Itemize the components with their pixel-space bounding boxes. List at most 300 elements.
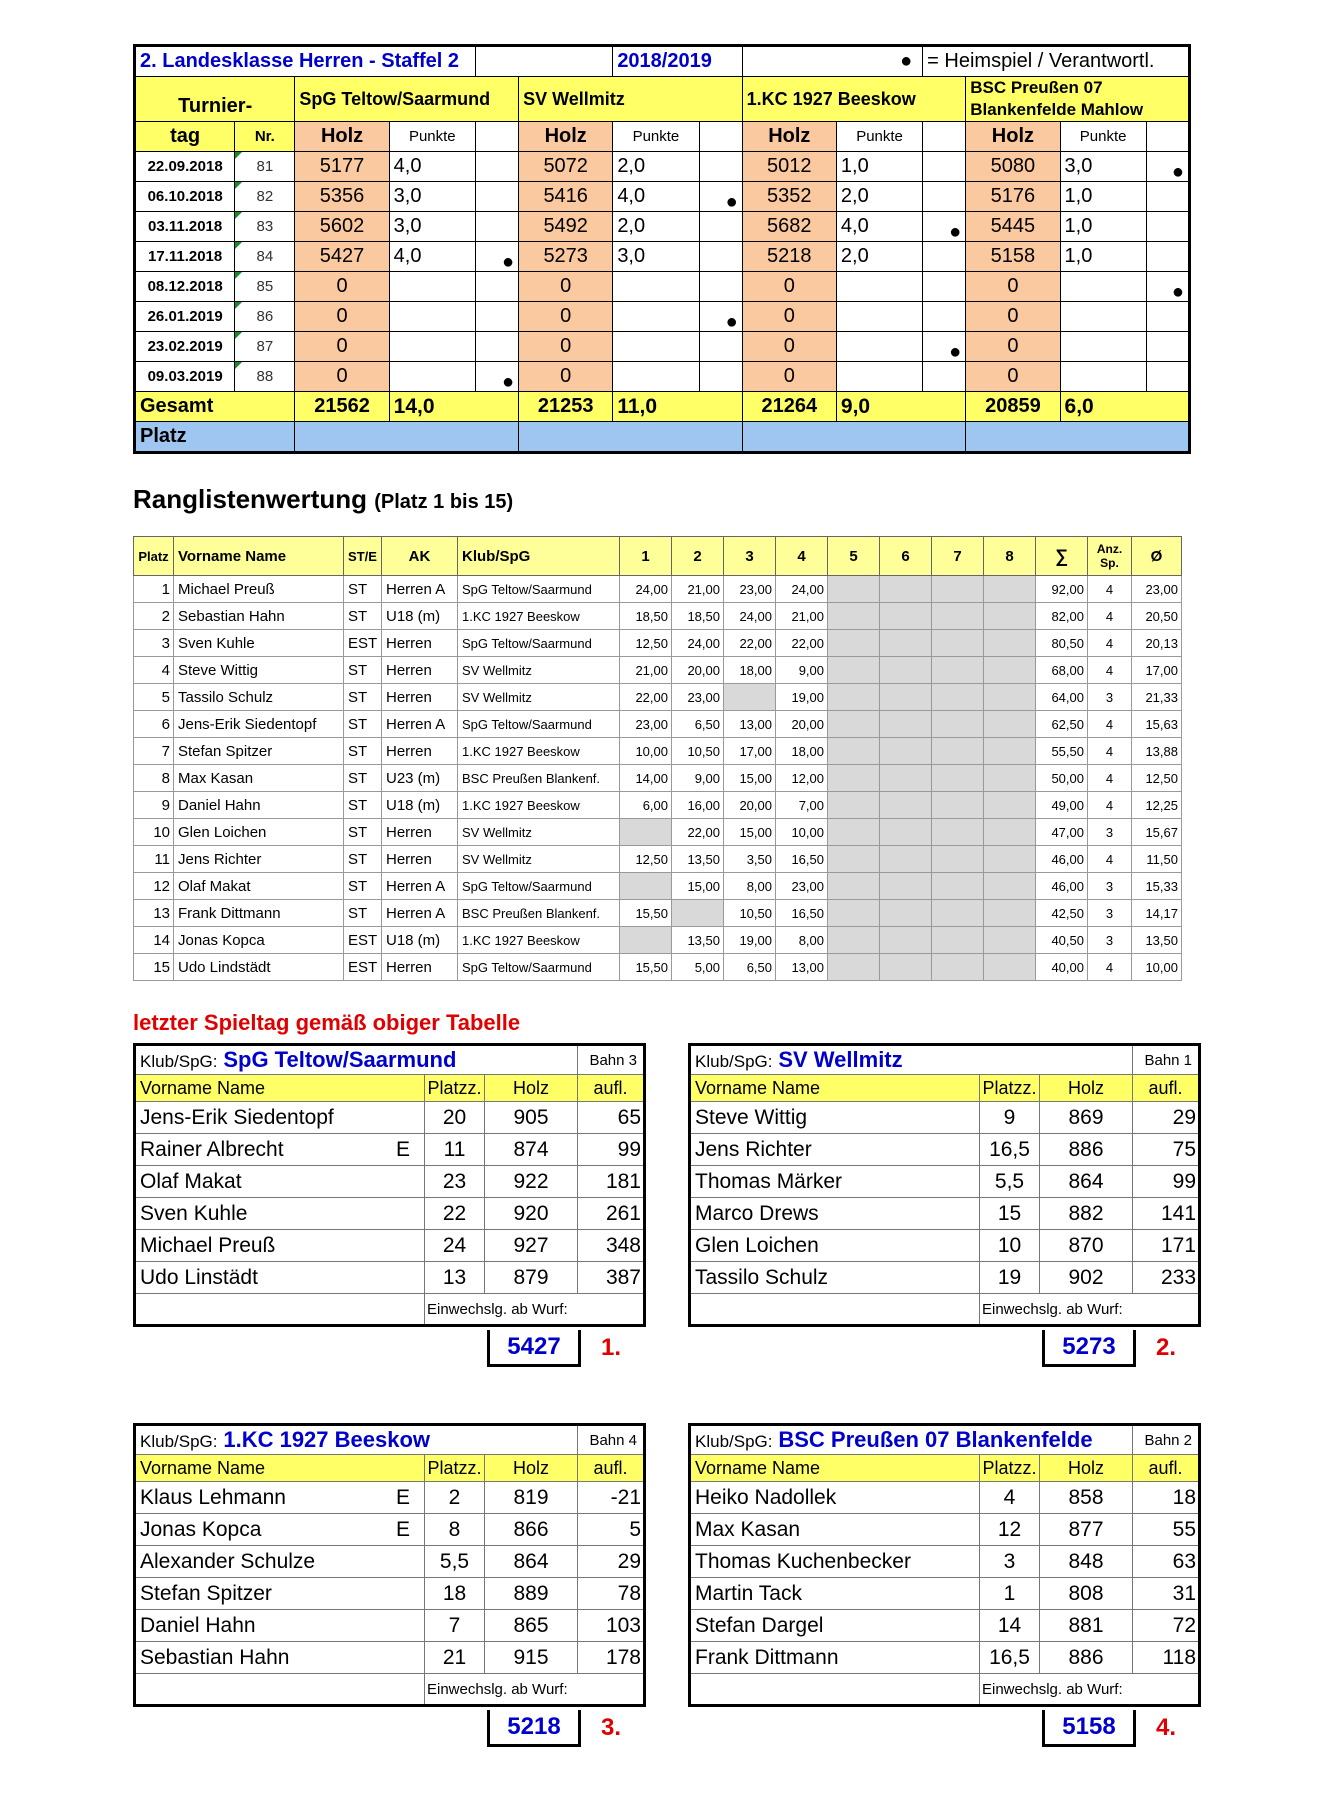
player-name-cell [690,1262,980,1294]
rank-game-empty [984,927,1036,954]
home-marker [475,152,518,182]
rank-ste: EST [344,927,382,954]
team-placement: 4. [1156,1714,1177,1741]
matchday-row [135,242,1190,272]
rank-game-value [724,684,776,711]
home-dot-icon: ● [501,371,515,393]
rank-ak: U18 (m) [382,603,458,630]
punkte-value: 3,0 [389,182,475,212]
punkte-value: 3,0 [389,212,475,242]
holz-value: 0 [295,362,389,392]
rank-avg: 10,00 [1132,954,1182,981]
rank-game-empty [932,954,984,981]
placement-value [295,422,519,453]
team-box-columns [135,1455,645,1482]
holz-value: 0 [519,302,613,332]
col-klub: Klub/SpG [458,537,620,576]
player-name-cell [135,1198,425,1230]
rank-game-empty [828,873,880,900]
col-game: 3 [724,537,776,576]
matchday-nr [235,212,295,242]
player-platz: 4 [980,1482,1040,1514]
player-aufl: 178 [578,1642,645,1674]
rank-game-empty [984,765,1036,792]
rank-klub: 1.KC 1927 Beeskow [458,927,620,954]
player-platz: 21 [425,1642,485,1674]
rank-anz: 4 [1088,738,1132,765]
rank-game-value: 13,50 [672,927,724,954]
punkte-header: Punkte [389,122,475,152]
total-holz: 21562 [295,392,389,422]
rank-game-value: 18,00 [776,738,828,765]
rank-sum: 42,50 [1036,900,1088,927]
rank-game-value: 19,00 [724,927,776,954]
player-name: Jens Richter [695,1137,812,1161]
col-player-aufl: aufl. [578,1455,645,1482]
rank-klub: SV Wellmitz [458,684,620,711]
rank-anz: 3 [1088,819,1132,846]
home-marker [475,272,518,302]
punkte-value: 1,0 [1060,182,1146,212]
rank-klub: SpG Teltow/Saarmund [458,576,620,603]
player-row [690,1166,1200,1198]
team-box-title [135,1045,578,1075]
home-legend: = Heimspiel / Verantwortl. [923,46,1190,77]
rank-name: Udo Lindstädt [174,954,344,981]
player-name-cell [690,1642,980,1674]
rank-game-value: 23,00 [724,576,776,603]
rank-game-value: 9,00 [776,657,828,684]
season-label: 2018/2019 [613,46,742,77]
player-aufl: 31 [1133,1578,1200,1610]
rank-game-empty [880,684,932,711]
player-name-cell [135,1230,425,1262]
einwechsel-label: Einwechslg. ab Wurf: [980,1294,1200,1326]
player-holz: 886 [1040,1134,1133,1166]
rank-name: Jens Richter [174,846,344,873]
rank-game-empty [828,657,880,684]
rank-game-value: 22,00 [672,819,724,846]
rank-platz: 9 [134,792,174,819]
matchday-nr-value: 87 [256,338,274,355]
rank-klub: 1.KC 1927 Beeskow [458,738,620,765]
punkte-value [836,332,922,362]
rank-game-empty [880,927,932,954]
ranking-row [134,576,1182,603]
rank-sum: 49,00 [1036,792,1088,819]
col-avg: Ø [1132,537,1182,576]
rank-ak: U18 (m) [382,927,458,954]
player-name: Rainer Albrecht [140,1137,284,1161]
rank-game-value: 23,00 [672,684,724,711]
home-marker [923,152,966,182]
player-name-cell [690,1482,980,1514]
rank-ste: ST [344,603,382,630]
rank-game-value: 20,00 [672,657,724,684]
last-matchday-heading: letzter Spieltag gemäß obiger Tabelle [133,1010,521,1035]
rank-game-value: 6,50 [672,711,724,738]
matchday-row [135,152,1190,182]
col-anz-1: Anz. [1096,542,1123,556]
punkte-value: 4,0 [389,152,475,182]
player-name-cell [135,1610,425,1642]
rank-avg: 12,25 [1132,792,1182,819]
team-box-columns [690,1075,1200,1102]
player-row [135,1642,645,1674]
rank-ak: Herren [382,657,458,684]
rank-game-empty [880,954,932,981]
total-punkte: 11,0 [613,392,742,422]
rank-game-value: 10,00 [776,819,828,846]
col-player-holz: Holz [485,1455,578,1482]
rank-game-value: 24,00 [776,576,828,603]
rank-sum: 82,00 [1036,603,1088,630]
player-name: Daniel Hahn [140,1613,256,1637]
player-aufl: 387 [578,1262,645,1294]
player-platz: 15 [980,1198,1040,1230]
rank-game-value: 10,50 [672,738,724,765]
rank-avg: 11,50 [1132,846,1182,873]
team-box-name: SpG Teltow/Saarmund [223,1047,457,1072]
rank-game-empty [932,603,984,630]
player-substitute-mark: E [395,1517,410,1541]
player-platz: 16,5 [980,1134,1040,1166]
player-holz: 864 [485,1546,578,1578]
team-lineup-box [133,1423,646,1707]
rank-platz: 3 [134,630,174,657]
team-header-1: SpG Teltow/Saarmund [295,77,519,122]
rank-game-value: 24,00 [672,630,724,657]
player-platz: 16,5 [980,1642,1040,1674]
home-marker [923,272,966,302]
holz-value: 0 [519,272,613,302]
placement-value [966,422,1190,453]
rank-game-empty [932,900,984,927]
punkte-value: 2,0 [613,152,699,182]
team-box-title [690,1045,1133,1075]
holz-value: 0 [966,272,1060,302]
cell-comment-marker-icon [235,212,242,219]
home-marker-header [1146,122,1189,152]
rank-name: Sven Kuhle [174,630,344,657]
rank-game-value: 23,00 [620,711,672,738]
player-holz: 882 [1040,1198,1133,1230]
rank-ak: Herren A [382,711,458,738]
player-holz: 848 [1040,1546,1133,1578]
punkte-value [613,362,699,392]
matchday-date: 26.01.2019 [135,302,235,332]
footer-empty [690,1294,980,1326]
player-platz: 5,5 [425,1546,485,1578]
rank-game-empty [828,954,880,981]
rank-game-empty [932,576,984,603]
player-row [135,1262,645,1294]
team-box-header [135,1425,645,1455]
player-name-cell [135,1262,425,1294]
home-dot-icon: ● [725,191,738,213]
player-platz: 20 [425,1102,485,1134]
rank-ste: ST [344,684,382,711]
punkte-value [836,362,922,392]
rank-game-empty [932,630,984,657]
rank-sum: 68,00 [1036,657,1088,684]
rank-game-value: 12,50 [620,846,672,873]
player-name: Udo Linstädt [140,1265,258,1289]
rank-game-empty [984,630,1036,657]
player-aufl: 5 [578,1514,645,1546]
rank-anz: 4 [1088,954,1132,981]
player-platz: 8 [425,1514,485,1546]
player-holz: 905 [485,1102,578,1134]
rank-game-empty [828,738,880,765]
home-marker [699,182,742,212]
matchday-row [135,302,1190,332]
col-player-holz: Holz [1040,1075,1133,1102]
player-platz: 24 [425,1230,485,1262]
player-aufl: -21 [578,1482,645,1514]
ranking-row [134,765,1182,792]
holz-header: Holz [742,122,836,152]
rank-game-value: 22,00 [620,684,672,711]
player-name: Max Kasan [695,1517,801,1541]
footer-empty [135,1294,425,1326]
player-row [135,1166,645,1198]
rank-game-value: 23,00 [776,873,828,900]
home-marker [699,212,742,242]
home-dot-icon: ● [949,341,962,363]
home-marker [923,182,966,212]
player-row [690,1134,1200,1166]
holz-value: 5177 [295,152,389,182]
total-punkte: 9,0 [836,392,965,422]
rank-ste: ST [344,873,382,900]
holz-value: 0 [742,332,836,362]
rank-klub: SpG Teltow/Saarmund [458,711,620,738]
klub-label: Klub/SpG: [695,1052,773,1071]
rank-game-empty [880,603,932,630]
holz-value: 5176 [966,182,1060,212]
punkte-value [1060,362,1146,392]
tag-header: tag [135,122,235,152]
rank-anz: 4 [1088,792,1132,819]
team-box-header [690,1045,1200,1075]
matchday-date: 22.09.2018 [135,152,235,182]
player-platz: 9 [980,1102,1040,1134]
punkte-value: 2,0 [836,242,922,272]
punkte-value: 1,0 [1060,242,1146,272]
rank-game-value: 21,00 [776,603,828,630]
rank-name: Michael Preuß [174,576,344,603]
punkte-value [836,302,922,332]
player-platz: 10 [980,1230,1040,1262]
ranking-row [134,792,1182,819]
holz-value: 0 [742,272,836,302]
ranking-row [134,900,1182,927]
bahn-label: Bahn 2 [1133,1425,1200,1455]
holz-value: 5072 [519,152,613,182]
ranking-subtitle: (Platz 1 bis 15) [374,491,514,513]
player-name-cell [135,1134,425,1166]
rank-game-value: 17,00 [724,738,776,765]
player-platz: 5,5 [980,1166,1040,1198]
player-name-cell [135,1514,425,1546]
player-row [690,1642,1200,1674]
player-holz: 869 [1040,1102,1133,1134]
col-player-name: Vorname Name [135,1455,425,1482]
matchday-nr [235,362,295,392]
klub-label: Klub/SpG: [140,1432,218,1451]
home-marker [699,332,742,362]
rank-name: Sebastian Hahn [174,603,344,630]
rank-game-value: 3,50 [724,846,776,873]
rank-game-empty [932,819,984,846]
rank-ak: Herren A [382,873,458,900]
rank-game-empty [984,603,1036,630]
team-box-columns [690,1455,1200,1482]
punkte-value [389,362,475,392]
rank-avg: 20,13 [1132,630,1182,657]
rank-game-empty [932,657,984,684]
cell-comment-marker-icon [235,242,242,249]
rank-platz: 15 [134,954,174,981]
total-label: Gesamt [135,392,295,422]
ranking-row [134,846,1182,873]
rank-game-empty [984,711,1036,738]
player-name-cell [135,1102,425,1134]
rank-game-empty [984,684,1036,711]
col-player-holz: Holz [1040,1455,1133,1482]
klub-label: Klub/SpG: [695,1432,773,1451]
home-dot-icon: ● [949,221,962,243]
player-holz: 879 [485,1262,578,1294]
rank-ak: U23 (m) [382,765,458,792]
rank-sum: 40,00 [1036,954,1088,981]
home-dot-icon: ● [1171,281,1184,303]
rank-game-value: 15,50 [620,900,672,927]
rank-game-empty [984,657,1036,684]
rank-ak: Herren A [382,576,458,603]
col-ste: ST/E [344,537,382,576]
player-platz: 18 [425,1578,485,1610]
player-aufl: 118 [1133,1642,1200,1674]
ranking-row [134,657,1182,684]
rank-game-empty [932,765,984,792]
team-box-footer [135,1294,645,1326]
player-holz: 927 [485,1230,578,1262]
ranking-row [134,711,1182,738]
punkte-value: 1,0 [836,152,922,182]
holz-header: Holz [519,122,613,152]
holz-header: Holz [966,122,1060,152]
player-row [690,1546,1200,1578]
total-holz: 21253 [519,392,613,422]
rank-avg: 14,17 [1132,900,1182,927]
rank-game-empty [880,711,932,738]
rank-game-empty [828,927,880,954]
home-marker [923,302,966,332]
home-marker-header [923,122,966,152]
placement-label: Platz [135,422,295,453]
rank-game-value: 15,50 [620,954,672,981]
player-row [135,1578,645,1610]
col-player-platz: Platzz. [980,1075,1040,1102]
rank-game-empty [880,819,932,846]
holz-value: 5158 [966,242,1060,272]
punkte-value [836,272,922,302]
rank-game-empty [880,657,932,684]
team-box-footer [690,1674,1200,1706]
rank-platz: 12 [134,873,174,900]
rank-platz: 6 [134,711,174,738]
home-marker [475,182,518,212]
player-row [135,1610,645,1642]
rank-game-value: 6,00 [620,792,672,819]
col-player-aufl: aufl. [1133,1075,1200,1102]
player-name: Thomas Märker [695,1169,843,1193]
player-name-cell [135,1578,425,1610]
rank-game-empty [984,738,1036,765]
home-marker [1146,302,1189,332]
rank-game-value: 18,50 [672,603,724,630]
team-header-2: SV Wellmitz [519,77,743,122]
rank-klub: SV Wellmitz [458,657,620,684]
rank-game-value: 24,00 [620,576,672,603]
player-aufl: 348 [578,1230,645,1262]
rank-game-value: 22,00 [724,630,776,657]
matchday-nr-value: 83 [256,218,274,235]
rank-name: Jens-Erik Siedentopf [174,711,344,738]
rank-game-value: 5,00 [672,954,724,981]
holz-value: 5427 [295,242,389,272]
nr-header: Nr. [235,122,295,152]
holz-value: 5356 [295,182,389,212]
home-marker [699,152,742,182]
home-marker [1146,212,1189,242]
player-name: Heiko Nadollek [695,1485,837,1509]
rank-game-empty [984,873,1036,900]
player-name: Klaus Lehmann [140,1485,286,1509]
punkte-value [389,272,475,302]
rank-game-value: 10,50 [724,900,776,927]
rank-anz: 4 [1088,603,1132,630]
rank-platz: 4 [134,657,174,684]
player-aufl: 99 [578,1134,645,1166]
rank-anz: 4 [1088,630,1132,657]
home-marker [699,302,742,332]
holz-value: 5352 [742,182,836,212]
player-row [690,1578,1200,1610]
player-name: Alexander Schulze [140,1549,316,1573]
placement-value [519,422,743,453]
player-aufl: 63 [1133,1546,1200,1578]
rank-sum: 46,00 [1036,873,1088,900]
matchday-date: 08.12.2018 [135,272,235,302]
rank-game-value: 18,00 [724,657,776,684]
holz-value: 5416 [519,182,613,212]
rank-game-value: 12,00 [776,765,828,792]
rank-game-value: 16,50 [776,846,828,873]
team-total-holz: 5273 [1042,1330,1136,1367]
col-player-platz: Platzz. [425,1455,485,1482]
punkte-value [389,332,475,362]
rank-game-empty [932,711,984,738]
home-marker [923,362,966,392]
holz-value: 5273 [519,242,613,272]
rank-sum: 80,50 [1036,630,1088,657]
col-game: 2 [672,537,724,576]
rank-game-value: 13,00 [724,711,776,738]
ranking-heading [133,484,513,515]
